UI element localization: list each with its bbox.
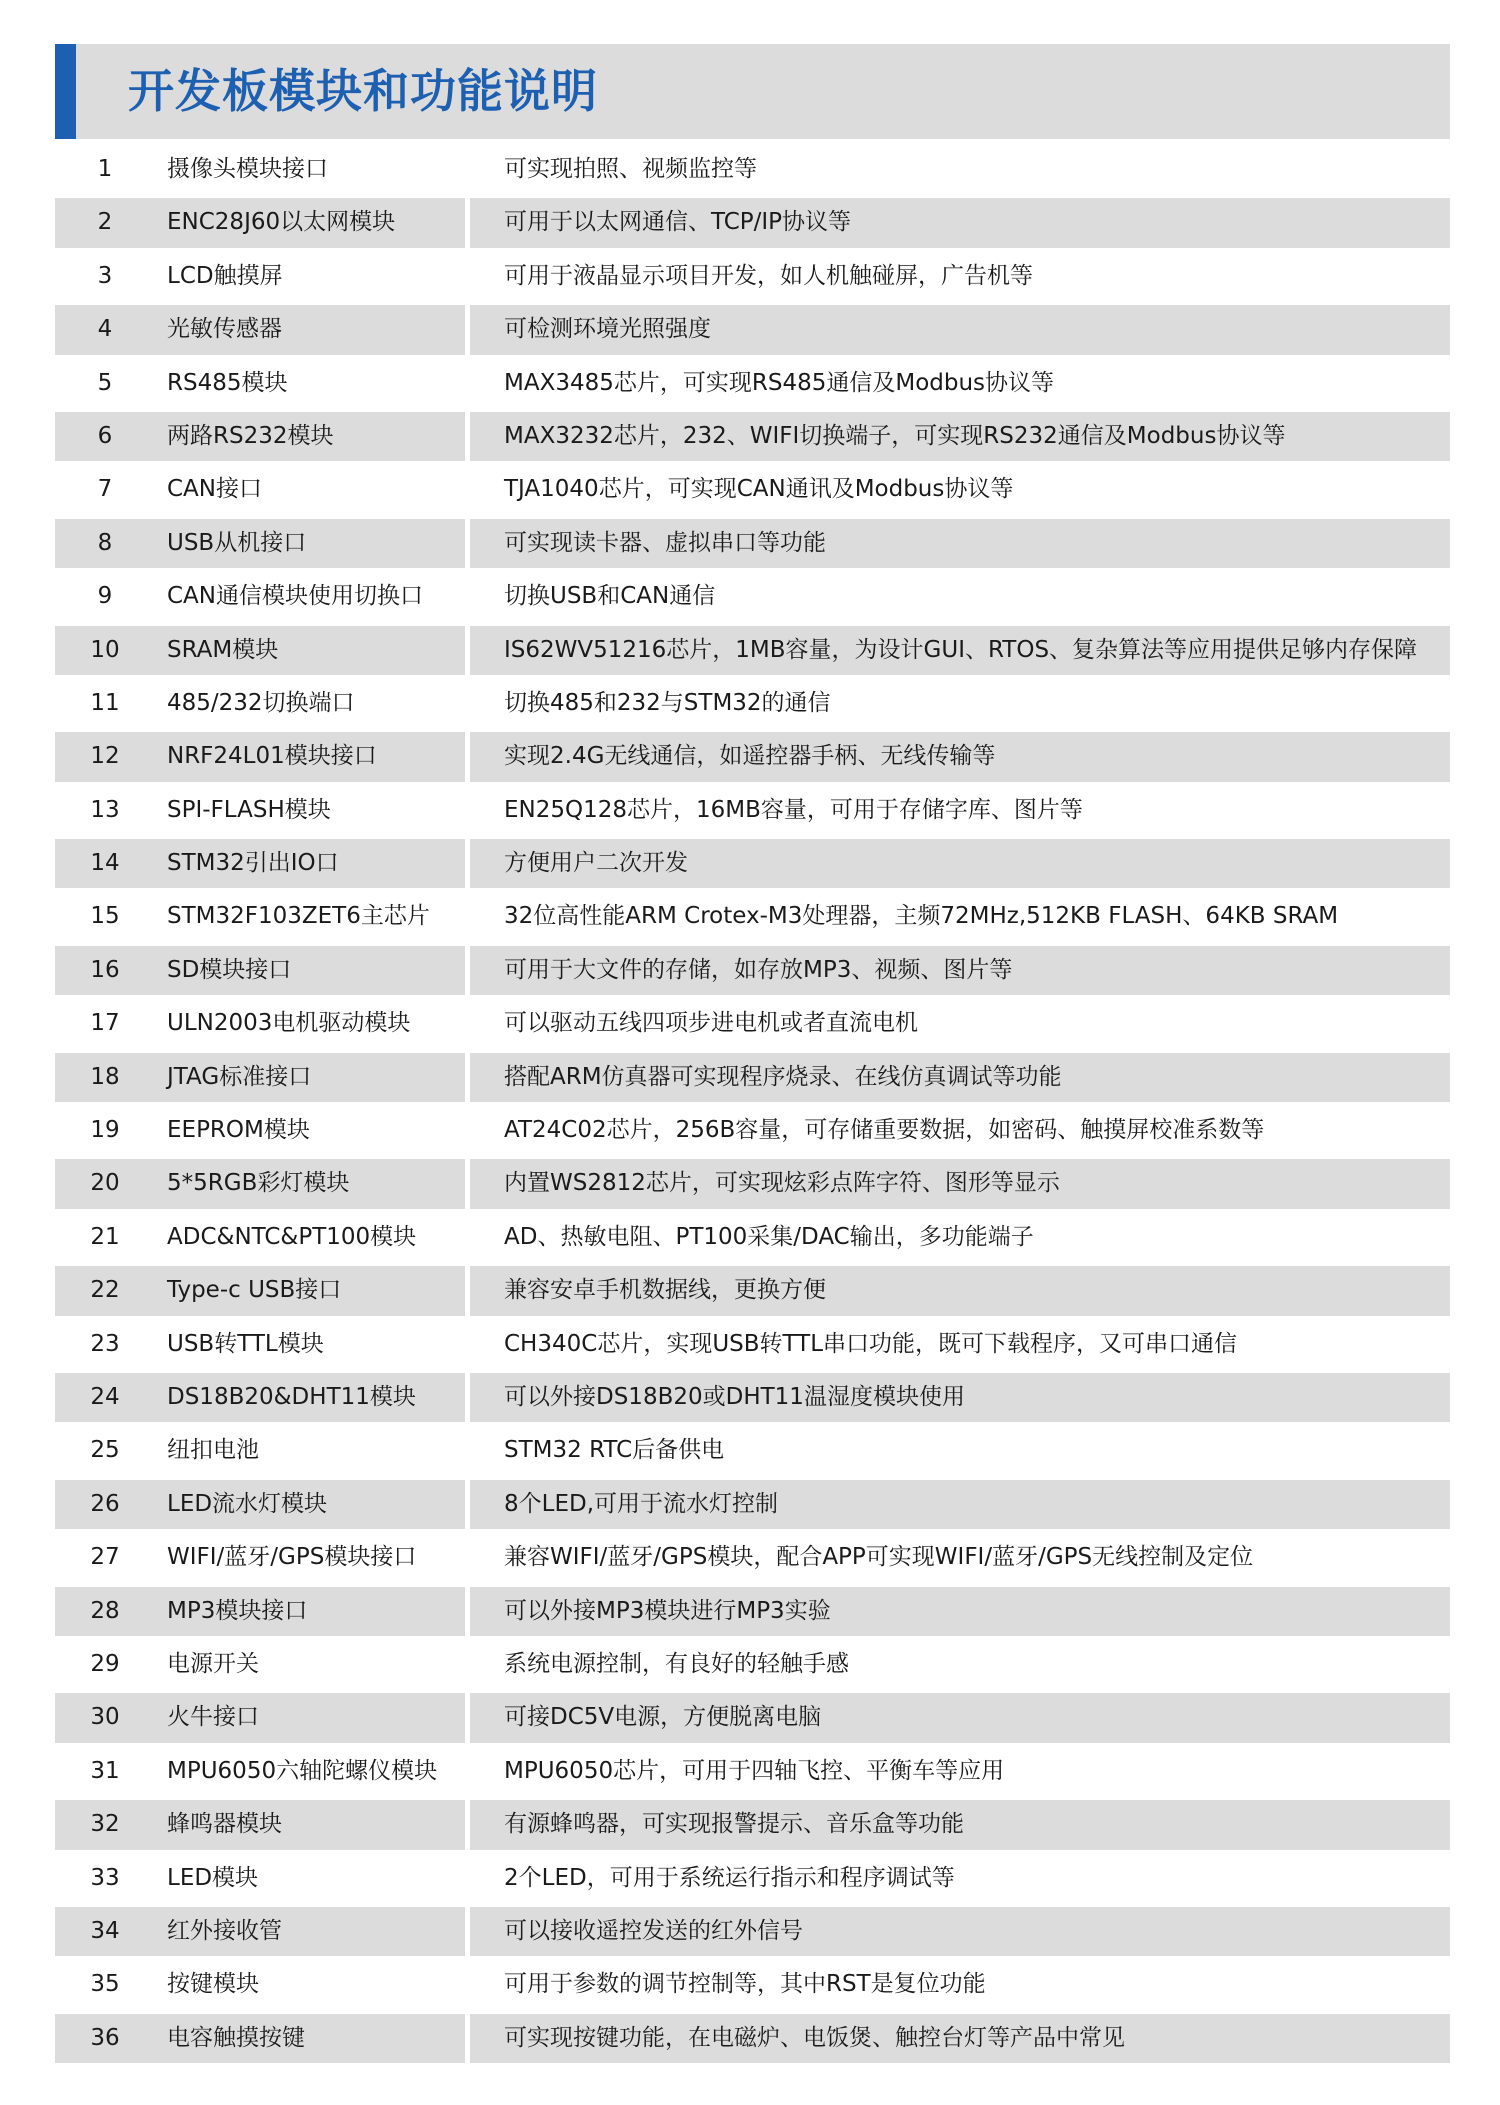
module-name: NRF24L01模块接口: [167, 743, 377, 770]
module-name: EEPROM模块: [167, 1117, 310, 1144]
module-name: ADC&NTC&PT100模块: [167, 1223, 417, 1250]
table-row: [55, 1905, 1450, 1958]
row-number: 13: [90, 796, 120, 823]
row-number: 31: [90, 1757, 120, 1784]
table-row: [55, 1958, 1450, 2011]
row-number: 25: [90, 1437, 120, 1464]
table-row: [55, 1745, 1450, 1798]
table-row: [55, 1585, 1450, 1638]
module-name: STM32F103ZET6主芯片: [167, 903, 430, 930]
module-description: 8个LED,可用于流水灯控制: [504, 1490, 779, 1517]
row-number: 12: [90, 743, 120, 770]
module-description: 切换485和232与STM32的通信: [504, 689, 831, 716]
row-number: 28: [90, 1597, 120, 1624]
module-description: AD、热敏电阻、PT100采集/DAC输出，多功能端子: [504, 1223, 1034, 1250]
module-name: ENC28J60以太网模块: [167, 209, 396, 236]
table-row: [55, 1691, 1450, 1744]
table-row: [55, 196, 1450, 249]
module-name: 两路RS232模块: [167, 422, 334, 449]
row-number: 34: [90, 1917, 120, 1944]
row-number: 10: [90, 636, 120, 663]
row-number: 2: [97, 209, 113, 236]
table-row: [55, 837, 1450, 890]
module-name: DS18B20&DHT11模块: [167, 1383, 416, 1410]
module-name: RS485模块: [167, 369, 288, 396]
module-name: SRAM模块: [167, 636, 279, 663]
row-number: 17: [90, 1010, 120, 1037]
table-row: [55, 997, 1450, 1050]
table-row: [55, 2012, 1450, 2065]
table-row: [55, 303, 1450, 356]
table-row: [55, 250, 1450, 303]
module-description: 兼容安卓手机数据线，更换方便: [504, 1277, 826, 1304]
module-name: 纽扣电池: [167, 1437, 259, 1464]
table-row: [55, 677, 1450, 730]
module-name: SPI-FLASH模块: [167, 796, 331, 823]
row-number: 4: [97, 316, 113, 343]
module-description: 可用于以太网通信、TCP/IP协议等: [504, 209, 852, 236]
table-row: [55, 730, 1450, 783]
module-description: 方便用户二次开发: [504, 850, 688, 877]
module-name: USB从机接口: [167, 529, 307, 556]
row-number: 30: [90, 1704, 120, 1731]
row-number: 27: [90, 1544, 120, 1571]
row-number: 3: [97, 262, 113, 289]
module-description: 实现2.4G无线通信，如遥控器手柄、无线传输等: [504, 743, 996, 770]
module-name: 摄像头模块接口: [167, 156, 328, 182]
table-row: [55, 1211, 1450, 1264]
module-description: 可检测环境光照强度: [504, 316, 711, 343]
module-description: AT24C02芯片，256B容量，可存储重要数据，如密码、触摸屏校准系数等: [504, 1117, 1265, 1144]
module-description: 32位高性能ARM Crotex-M3处理器，主频72MHz,512KB FLASH、64KB SRAM: [504, 903, 1339, 930]
module-name: 红外接收管: [167, 1917, 282, 1944]
row-number: 36: [90, 2024, 120, 2051]
module-name: USB转TTL模块: [167, 1330, 324, 1357]
row-number: 32: [90, 1811, 120, 1838]
module-name: CAN接口: [167, 476, 262, 503]
table-row: [55, 143, 1450, 196]
module-name: JTAG标准接口: [167, 1063, 312, 1090]
row-number: 35: [90, 1971, 120, 1998]
table-row: [55, 1638, 1450, 1691]
table-row: [55, 1104, 1450, 1157]
table-row: [55, 357, 1450, 410]
module-name: ULN2003电机驱动模块: [167, 1010, 411, 1037]
module-name: Type-c USB接口: [167, 1277, 342, 1304]
module-name: 485/232切换端口: [167, 689, 355, 716]
row-number: 11: [90, 689, 120, 716]
module-description: 可以驱动五线四项步进电机或者直流电机: [504, 1010, 918, 1037]
table-row: [55, 1798, 1450, 1851]
table-row: [55, 1478, 1450, 1531]
row-number: 14: [90, 850, 120, 877]
table-row: [55, 570, 1450, 623]
row-number: 18: [90, 1063, 120, 1090]
module-name: 电源开关: [167, 1650, 259, 1677]
module-description: 可实现按键功能，在电磁炉、电饭煲、触控台灯等产品中常见: [504, 2024, 1125, 2051]
table-row: [55, 890, 1450, 943]
row-number: 15: [90, 903, 120, 930]
module-name: 蜂鸣器模块: [167, 1811, 282, 1838]
module-description: 系统电源控制，有良好的轻触手感: [504, 1650, 849, 1677]
table-row: [55, 1424, 1450, 1477]
table-row: [55, 784, 1450, 837]
row-number: 5: [97, 369, 113, 396]
module-name: 火牛接口: [167, 1704, 259, 1731]
table-row: [55, 463, 1450, 516]
module-description: MAX3485芯片，可实现RS485通信及Modbus协议等: [504, 369, 1055, 396]
module-description: MAX3232芯片，232、WIFI切换端子，可实现RS232通信及Modbus协议等: [504, 422, 1286, 449]
table-row: [55, 1264, 1450, 1317]
module-name: LED流水灯模块: [167, 1490, 328, 1517]
module-description: STM32 RTC后备供电: [504, 1437, 725, 1464]
module-description: TJA1040芯片，可实现CAN通讯及Modbus协议等: [504, 476, 1014, 503]
table-row: [55, 624, 1450, 677]
module-description: 可以接收遥控发送的红外信号: [504, 1917, 803, 1944]
module-description: 可用于液晶显示项目开发，如人机触碰屏，广告机等: [504, 262, 1033, 289]
module-description: 2个LED，可用于系统运行指示和程序调试等: [504, 1864, 955, 1891]
row-number: 21: [90, 1223, 120, 1250]
module-description: EN25Q128芯片，16MB容量，可用于存储字库、图片等: [504, 796, 1083, 823]
row-number: 9: [97, 583, 113, 610]
module-name: 按键模块: [167, 1971, 259, 1998]
module-name: 电容触摸按键: [167, 2024, 305, 2051]
table-row: [55, 1318, 1450, 1371]
row-number: 19: [90, 1117, 120, 1144]
title-bar: [55, 44, 1450, 139]
module-description: 可实现拍照、视频监控等: [504, 156, 757, 182]
table-row: [55, 1051, 1450, 1104]
module-name: 5*5RGB彩灯模块: [167, 1170, 350, 1197]
title-accent-bar: [55, 44, 76, 139]
module-description: 可用于大文件的存储，如存放MP3、视频、图片等: [504, 956, 1013, 983]
module-description: 兼容WIFI/蓝牙/GPS模块，配合APP可实现WIFI/蓝牙/GPS无线控制及定位: [504, 1544, 1254, 1571]
table-row: [55, 1157, 1450, 1210]
row-number: 24: [90, 1383, 120, 1410]
row-number: 6: [97, 422, 113, 449]
table-row: [55, 410, 1450, 463]
module-description: 切换USB和CAN通信: [504, 583, 716, 610]
table-row: [55, 944, 1450, 997]
table-row: [55, 1531, 1450, 1584]
module-description: 可以外接MP3模块进行MP3实验: [504, 1597, 831, 1624]
table-row: [55, 1371, 1450, 1424]
module-name: 光敏传感器: [167, 316, 282, 343]
module-description: MPU6050芯片，可用于四轴飞控、平衡车等应用: [504, 1757, 1005, 1784]
module-description: 搭配ARM仿真器可实现程序烧录、在线仿真调试等功能: [504, 1063, 1062, 1090]
row-number: 29: [90, 1650, 120, 1677]
module-name: MP3模块接口: [167, 1597, 308, 1624]
module-name: CAN通信模块使用切换口: [167, 583, 423, 610]
row-number: 26: [90, 1490, 120, 1517]
row-number: 22: [90, 1277, 120, 1304]
module-description: 有源蜂鸣器，可实现报警提示、音乐盒等功能: [504, 1811, 964, 1838]
row-number: 33: [90, 1864, 120, 1891]
row-number: 7: [97, 476, 113, 503]
row-number: 8: [97, 529, 113, 556]
module-name: LCD触摸屏: [167, 262, 283, 289]
module-description: CH340C芯片，实现USB转TTL串口功能，既可下载程序，又可串口通信: [504, 1330, 1238, 1357]
table-row: [55, 1852, 1450, 1905]
module-name: WIFI/蓝牙/GPS模块接口: [167, 1544, 417, 1571]
page-title: 开发板模块和功能说明: [128, 64, 598, 118]
module-description: 可用于参数的调节控制等，其中RST是复位功能: [504, 1971, 986, 1998]
row-number: 16: [90, 956, 120, 983]
module-description: 可以外接DS18B20或DHT11温湿度模块使用: [504, 1383, 965, 1410]
row-number: 1: [97, 156, 113, 182]
module-table: [55, 143, 1450, 2065]
module-name: SD模块接口: [167, 956, 292, 983]
module-name: LED模块: [167, 1864, 259, 1891]
module-description: IS62WV51216芯片，1MB容量，为设计GUI、RTOS、复杂算法等应用提供足够内存保障: [504, 636, 1418, 663]
table-row: [55, 517, 1450, 570]
module-description: 内置WS2812芯片，可实现炫彩点阵字符、图形等显示: [504, 1170, 1060, 1197]
module-name: STM32引出IO口: [167, 850, 339, 877]
row-number: 23: [90, 1330, 120, 1357]
row-number: 20: [90, 1170, 120, 1197]
module-description: 可接DC5V电源，方便脱离电脑: [504, 1704, 822, 1731]
module-description: 可实现读卡器、虚拟串口等功能: [504, 529, 826, 556]
module-name: MPU6050六轴陀螺仪模块: [167, 1757, 438, 1784]
